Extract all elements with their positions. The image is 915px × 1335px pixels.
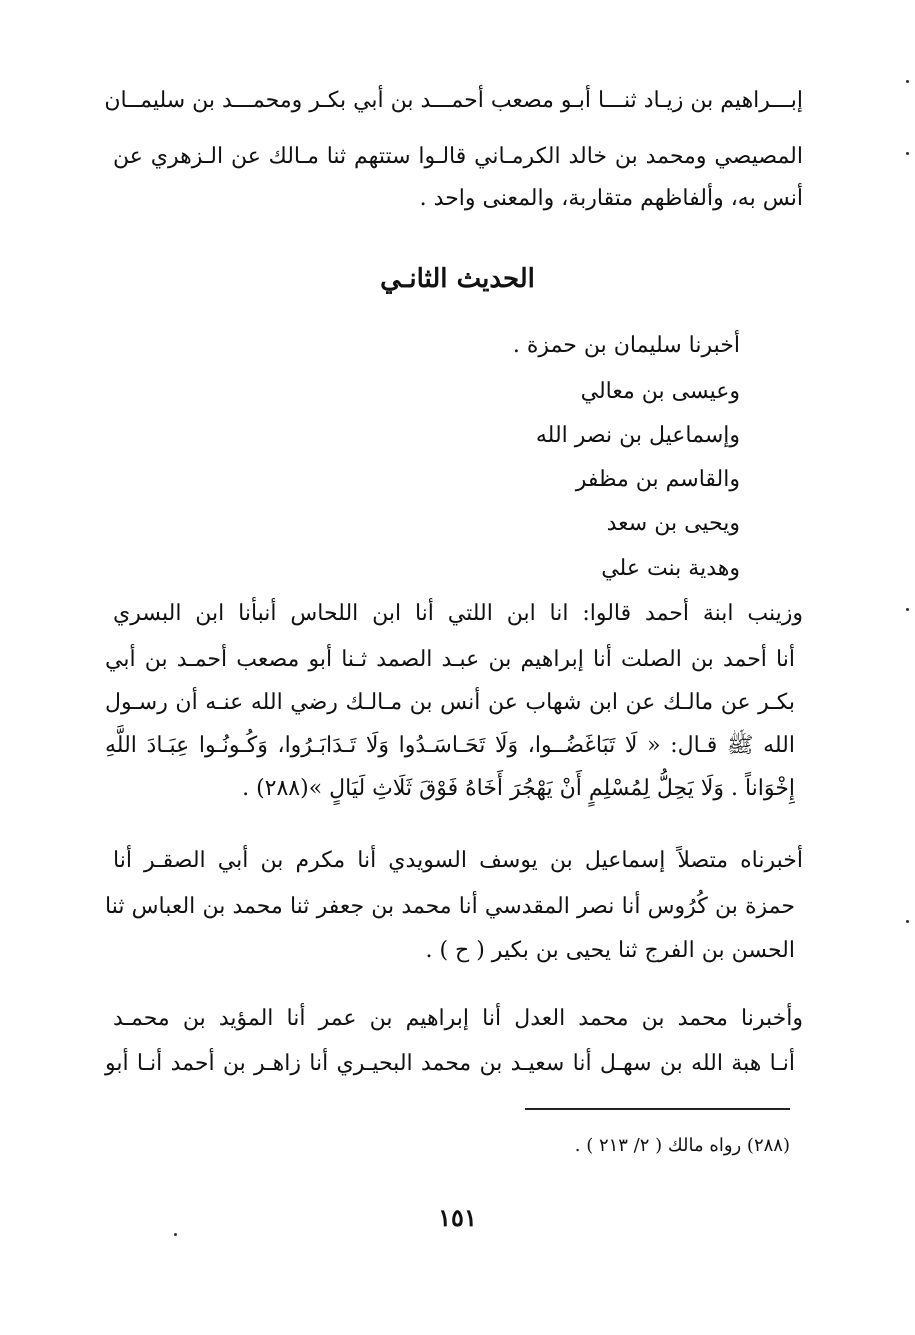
scan-speck [906, 920, 909, 923]
intro-line-2: المصيصي ومحمد بن خالد الكرمـاني قالـوا ستتهم ثنا مـالك عن الـزهري عن [113, 144, 803, 169]
intro-line-3: أنس به، وألفاظهم متقاربة، والمعنى واحد . [419, 186, 803, 211]
narrator-line-1: أخبرنا سليمان بن حمزة . [512, 333, 740, 358]
hadith-line-5: إِخْوَاناً . وَلَا يَحِلُّ لِمُسْلِمٍ أَنْ يَهْجُرَ أَخَاهُ فَوْقَ ثَلَاثِ لَيَالٍ »(٢٨٨) . [242, 776, 795, 801]
footnote-divider [525, 1108, 790, 1110]
narrator-line-5: ويحيى بن سعد [606, 511, 740, 536]
scan-speck [906, 80, 909, 83]
narrator-line-3: وإسماعيل بن نصر الله [535, 423, 740, 448]
section-title: الحديث الثانـي [380, 264, 535, 294]
chain2-line-3: الحسن بن الفرج ثنا يحيى بن بكير ( ح ) . [425, 938, 795, 963]
hadith-line-4: الله ﷺ قـال: « لَا تَبَاغَضُــوا، وَلَا تَحَـاسَـدُوا وَلَا تَـدَابَـرُوا، وَكُـونُـوا عِبَـادَ اللَّهِ [105, 733, 795, 758]
narrator-line-2: وعيسى بن معالي [580, 379, 740, 404]
chain3-line-1: وأخبرنا محمد بن محمد العدل أنا إبراهيم بن عمر أنا المؤيد بن محمـد [113, 1006, 803, 1031]
scan-speck [174, 1233, 177, 1236]
page-number: ١٥١ [438, 1203, 477, 1232]
hadith-line-3: بكـر عن مالـك عن ابن شهاب عن أنس بن مـالـك رضي الله عنـه أن رسـول [105, 690, 795, 715]
scan-speck [906, 608, 909, 611]
narrator-line-4: والقاسم بن مظفر [575, 467, 740, 492]
intro-line-1: إبـــراهيم بن زيـاد ثنـــا أبـو مصعب أحمـــد بن أبي بكـر ومحمـــد بن سليمــان [104, 88, 803, 113]
footnote-text: (٢٨٨) رواه مالك ( ٢/ ٢١٣ ) . [574, 1135, 790, 1156]
chain2-line-2: حمزة بن كُرُوس أنا نصر المقدسي أنا محمد بن جعفر ثنا محمد بن العباس ثنا [105, 894, 796, 919]
scan-speck [906, 152, 909, 155]
narrator-line-6: وهدية بنت علي [601, 556, 740, 581]
hadith-line-2: أنا أحمد بن الصلت أنا إبراهيم بن عبـد الصمد ثـنا أبو مصعب أحمـد بن أبي [105, 647, 795, 672]
chain3-line-2: أنـا هبة الله بن سهـل أنا سعيـد بن محمد البحيـري أنا زاهـر بن أحمد أنـا أبو [105, 1051, 795, 1076]
hadith-line-1: وزينب ابنة أحمد قالوا: انا ابن اللتي أنا ابن اللحاس أنبأنا ابن البسري [113, 601, 803, 626]
chain2-line-1: أخبرناه متصلاً إسماعيل بن يوسف السويدي أنا مكرم بن أبي الصقـر أنا [113, 848, 803, 873]
